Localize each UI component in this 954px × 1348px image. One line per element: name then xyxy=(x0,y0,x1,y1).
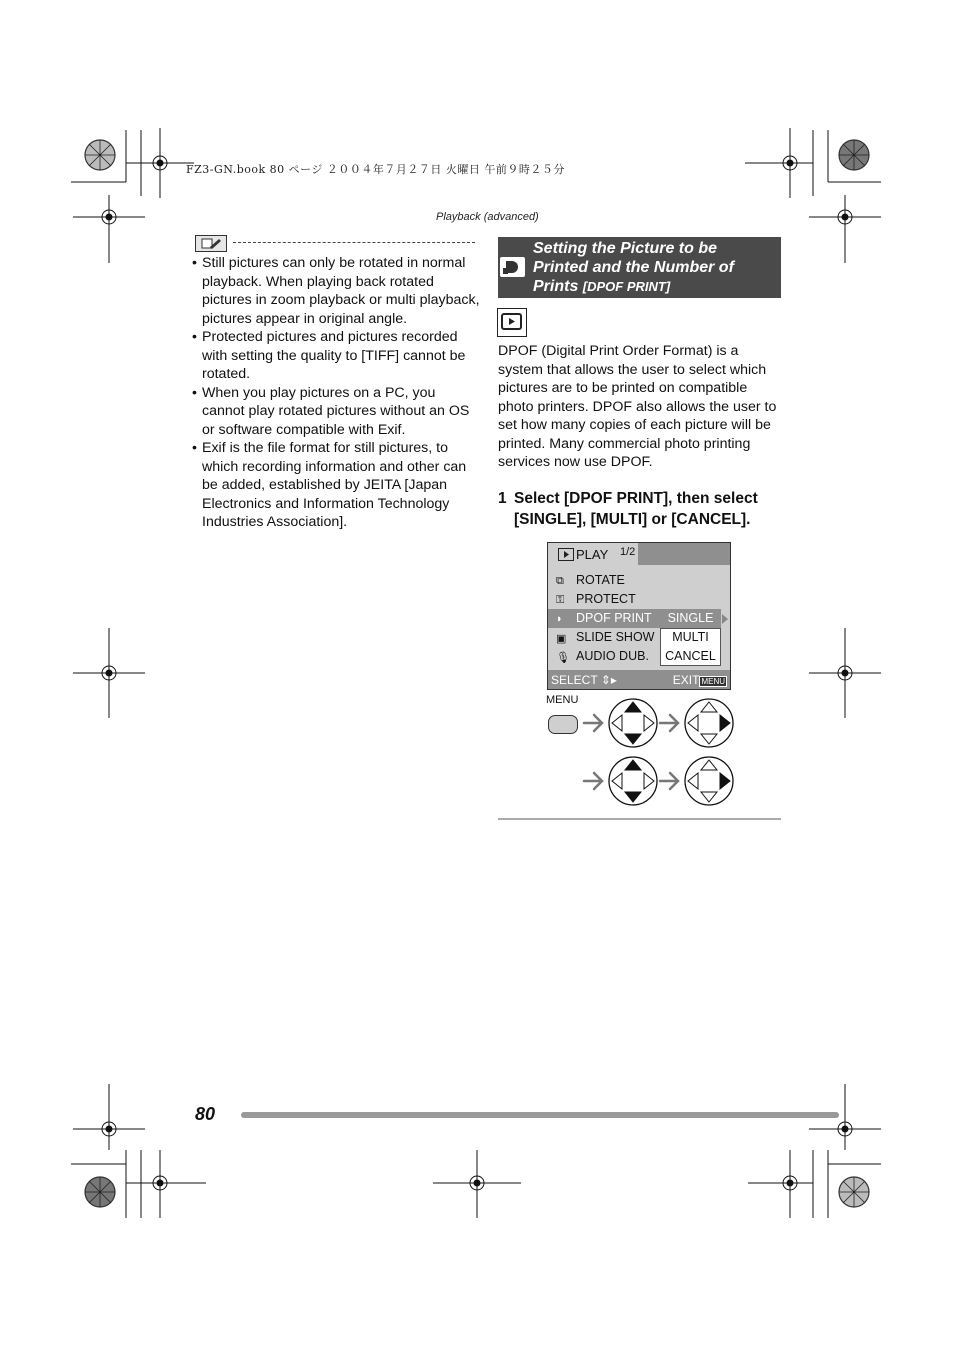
microphone-icon: 🎙 xyxy=(556,652,570,664)
menu-item-protect[interactable]: ⚿ PROTECT xyxy=(556,592,636,606)
footer-bar xyxy=(241,1112,839,1118)
dpof-print-icon xyxy=(500,257,525,277)
note-pencil-icon xyxy=(195,235,227,252)
option-cancel[interactable]: CANCEL xyxy=(665,649,716,663)
note-item: • Still pictures can only be rotated in normal playback. When playing back rotated pictures in zoom playback or multi playback, pictures appear in original angle. xyxy=(192,254,480,328)
section-header xyxy=(498,237,781,298)
arrow-right-icon xyxy=(722,614,728,624)
footer-select: SELECT xyxy=(551,673,598,687)
dpof-description: DPOF (Digital Print Order Format) is a system that allows the user to select which pictures are to be printed on compatible photo printers. DPOF also allows the user to set how many copies of each picture will be printed. Many commercial photo printing services now use DPOF. xyxy=(498,343,777,470)
page-indicator: 1/2 xyxy=(620,546,636,558)
footer-exit: EXIT xyxy=(672,673,700,687)
arrow-right-icon xyxy=(584,715,602,731)
section-title: Setting the Picture to be Printed and the Number of Prints xyxy=(533,240,734,295)
section-subtitle: [DPOF PRINT] xyxy=(582,279,671,294)
step-number: 1 xyxy=(498,490,507,507)
note-divider xyxy=(233,242,475,243)
arrow-right-icon xyxy=(660,773,678,789)
note-item: • Exif is the file format for still pictures, to which recording information and other can be added, established by JEITA [Japan Electronics and Information Technology Industries Association]. xyxy=(192,439,480,532)
footer-menu: MENU xyxy=(701,677,725,686)
section-end-rule xyxy=(498,818,781,820)
menu-item-slide-show[interactable]: ▣ SLIDE SHOW xyxy=(556,630,655,645)
page-number: 80 xyxy=(195,1104,216,1124)
rotate-icon: ⧉ xyxy=(556,575,564,587)
lcd-play-menu xyxy=(547,542,731,690)
control-sequence-diagram xyxy=(580,698,740,810)
playback-mode-icon xyxy=(497,308,527,337)
lcd-footer xyxy=(548,670,730,689)
tab-play-label: PLAY xyxy=(576,547,609,562)
note-item: • When you play pictures on a PC, you cannot play rotated pictures without an OS or software compatible with Exif. xyxy=(192,384,480,440)
option-multi[interactable]: MULTI xyxy=(672,630,709,644)
menu-item-dpof-print[interactable]: ◗ DPOF PRINT xyxy=(548,609,660,628)
select-arrows-icon: ⇕▸ xyxy=(600,673,617,687)
arrow-right-icon xyxy=(584,773,602,789)
slide-show-icon: ▣ xyxy=(556,633,567,645)
menu-button[interactable] xyxy=(548,715,578,734)
menu-button-label: MENU xyxy=(546,694,579,706)
menu-item-rotate[interactable]: ⧉ ROTATE xyxy=(556,573,625,587)
note-item: • Protected pictures and pictures recorded with setting the quality to [TIFF] cannot be rotated. xyxy=(192,328,480,384)
dpof-print-icon: ◗ xyxy=(556,613,563,625)
running-header: Playback (advanced) xyxy=(436,211,539,223)
play-icon xyxy=(558,548,574,561)
menu-item-audio-dub[interactable]: 🎙 AUDIO DUB. xyxy=(556,649,649,664)
key-icon: ⚿ xyxy=(556,594,565,606)
step-text: Select [DPOF PRINT], then select [SINGLE], [MULTI] or [CANCEL]. xyxy=(514,490,758,528)
arrow-right-icon xyxy=(660,715,678,731)
notes-list xyxy=(192,254,480,532)
print-header: FZ3-GN.book 80 ページ ２００４年７月２７日 火曜日 午前９時２５分 xyxy=(186,163,565,176)
tab-play xyxy=(548,543,638,565)
option-single[interactable]: SINGLE xyxy=(660,609,721,628)
